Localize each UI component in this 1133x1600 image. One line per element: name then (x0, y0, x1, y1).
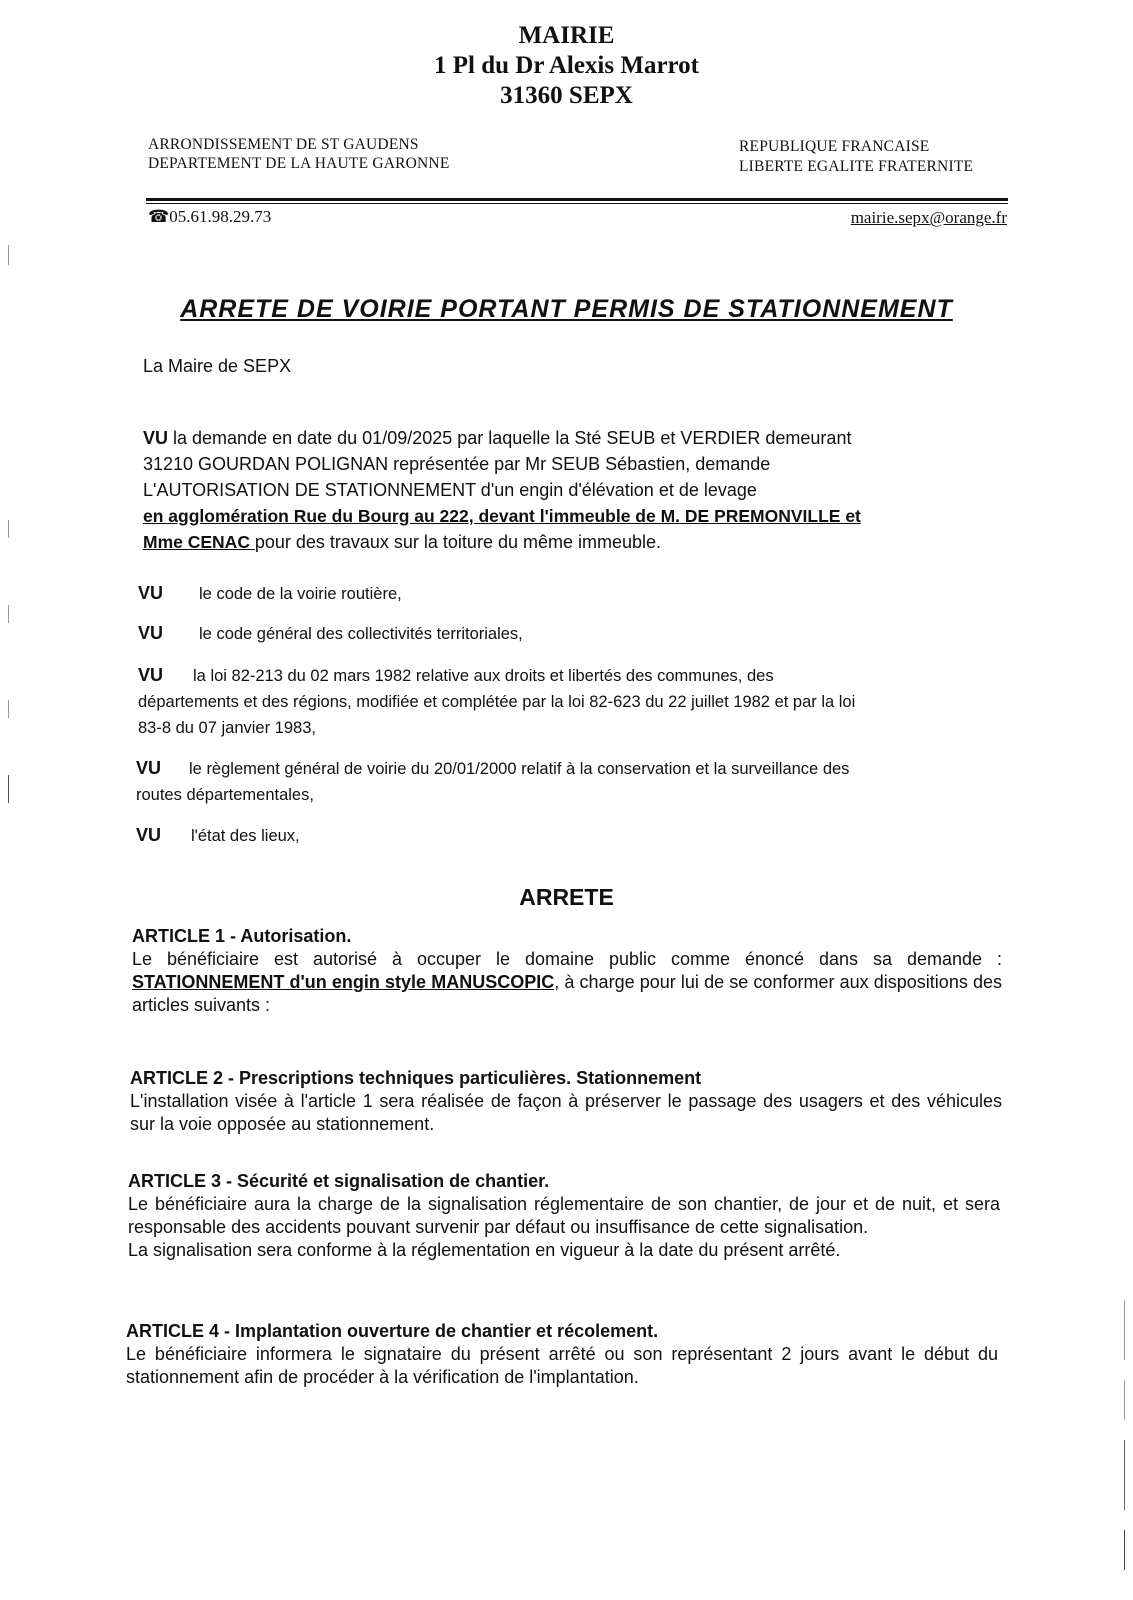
request-line-3: L'AUTORISATION DE STATIONNEMENT d'un engin d'élévation et de levage (143, 480, 757, 500)
request-location-name: Mme CENAC (143, 532, 255, 552)
article-4-heading: ARTICLE 4 - Implantation ouverture de chantier et récolement. (126, 1321, 659, 1341)
email-link[interactable]: mairie.sepx@orange.fr (850, 208, 1007, 227)
vu-item: VU le code général des collectivités territoriales, (138, 623, 523, 643)
request-line-4: pour des travaux sur la toiture du même immeuble. (254, 532, 662, 552)
vu-item: VU le code de la voirie routière, (138, 583, 402, 603)
vu-item: VU le règlement général de voirie du 20/01/2000 relatif à la conservation et la surveillance des routes départementales, (136, 758, 850, 804)
mairie-address: 1 Pl du Dr Alexis Marrot (433, 52, 700, 79)
article-3-heading: ARTICLE 3 - Sécurité et signalisation de chantier. (128, 1171, 550, 1191)
scan-mark (8, 605, 9, 623)
vu-item: VU l'état des lieux, (136, 825, 300, 845)
arrondissement-label: ARRONDISSEMENT DE ST GAUDENS (148, 136, 419, 153)
article-4: ARTICLE 4 - Implantation ouverture de chantier et récolement. Le bénéficiaire informera le signataire du présent arrêté ou son représentant 2 jours avant le début du stationnement afin de procéder à la vérification de l'implantation. (126, 1321, 998, 1387)
phone-line (148, 207, 271, 227)
request-line-2: 31210 GOURDAN POLIGNAN représentée par Mr SEUB Sébastien, demande (143, 454, 771, 474)
scan-mark (1124, 1380, 1125, 1420)
request-paragraph (143, 425, 1023, 555)
scan-mark (8, 775, 9, 803)
intro-line: La Maire de SEPX (143, 356, 292, 376)
vu-label: VU (143, 428, 169, 448)
header-divider-thin (146, 203, 1008, 204)
scan-mark (1124, 1300, 1125, 1360)
mairie-postcode: 31360 SEPX (500, 82, 633, 109)
header-divider-thick (146, 198, 1008, 201)
vu-item: VU la loi 82-213 du 02 mars 1982 relative aux droits et libertés des communes, des départements et des régions, modifiée et complétée par la loi 82-623 du 22 juillet 1982 et par la loi 83-8 du 07 janvier 1983, (138, 665, 856, 737)
article-1-heading: ARTICLE 1 - Autorisation. (132, 926, 352, 946)
request-line-1: la demande en date du 01/09/2025 par laquelle la Sté SEUB et VERDIER demeurant (168, 428, 852, 448)
phone-icon: ☎ (148, 207, 170, 226)
article-1: ARTICLE 1 - Autorisation. Le bénéficiaire est autorisé à occuper le domaine public comme énoncé dans sa demande : STATIONNEMENT d'un engin style MANUSCOPIC, à charge pour lui de se conformer aux dispositions des articles suivants : (132, 926, 1002, 1015)
scan-mark (8, 700, 9, 718)
article-2-heading: ARTICLE 2 - Prescriptions techniques particulières. Stationnement (130, 1068, 702, 1088)
phone-number: 05.61.98.29.73 (169, 207, 272, 226)
request-location-line: en agglomération Rue du Bourg au 222, devant l'immeuble de M. DE PREMONVILLE et (143, 506, 861, 526)
republique-label: REPUBLIQUE FRANCAISE (739, 138, 930, 155)
scan-mark (1124, 1440, 1125, 1510)
scan-mark (1124, 1530, 1125, 1570)
article-2: ARTICLE 2 - Prescriptions techniques particulières. Stationnement L'installation visée à l'article 1 sera réalisée de façon à préserver le passage des usagers et des véhicules sur la voie opposée au stationnement. (130, 1068, 1002, 1134)
article-3: ARTICLE 3 - Sécurité et signalisation de chantier. Le bénéficiaire aura la charge de la signalisation réglementaire de son chantier, de jour et de nuit, et sera responsable des accidents pouvant survenir par défaut ou insuffisance de cette signalisation. La signalisation sera conforme à la réglementation en vigueur à la date du présent arrêté. (128, 1171, 1000, 1260)
mairie-title: MAIRIE (518, 22, 615, 49)
arrete-heading: ARRETE (519, 884, 614, 910)
scan-mark (8, 520, 9, 538)
devise-label: LIBERTE EGALITE FRATERNITE (739, 158, 974, 175)
departement-label: DEPARTEMENT DE LA HAUTE GARONNE (148, 155, 450, 172)
scan-mark (8, 245, 9, 265)
document-title: ARRETE DE VOIRIE PORTANT PERMIS DE STATIONNEMENT (180, 295, 953, 323)
